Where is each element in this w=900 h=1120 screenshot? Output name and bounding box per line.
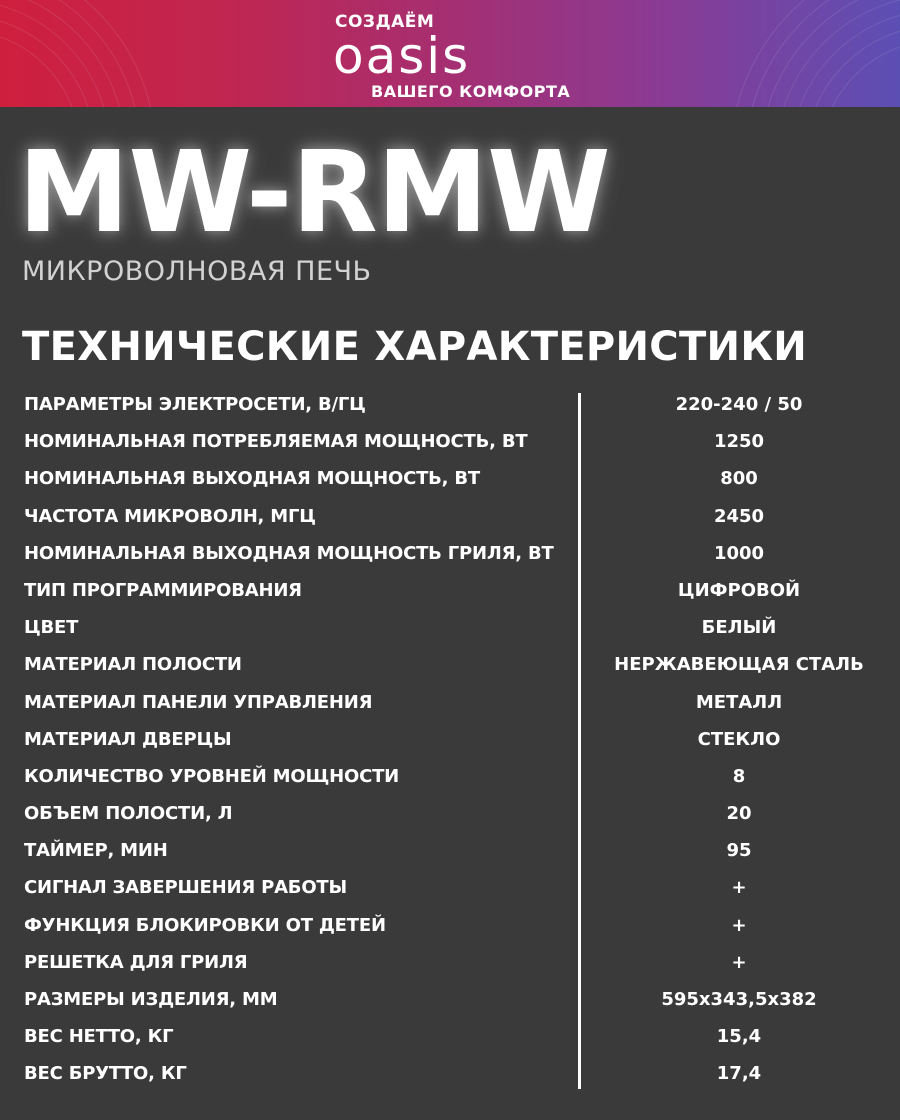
spec-label: ЦВЕТ [24, 617, 79, 639]
spec-label: ЧАСТОТА МИКРОВОЛН, МГЦ [24, 505, 316, 527]
spec-label: НОМИНАЛЬНАЯ ВЫХОДНАЯ МОЩНОСТЬ, ВТ [24, 468, 480, 490]
spec-label: ФУНКЦИЯ БЛОКИРОВКИ ОТ ДЕТЕЙ [24, 914, 386, 936]
spec-value: 17,4 [716, 1063, 762, 1085]
spec-row [0, 758, 900, 795]
spec-label: ПАРАМЕТРЫ ЭЛЕКТРОСЕТИ, В/ГЦ [24, 394, 366, 415]
spec-row [0, 609, 900, 646]
spec-value: БЕЛЫЙ [701, 617, 777, 639]
spec-label: ТИП ПРОГРАММИРОВАНИЯ [24, 579, 302, 601]
spec-value: 95 [726, 840, 752, 862]
spec-row [0, 423, 900, 460]
product-type: МИКРОВОЛНОВАЯ ПЕЧЬ [22, 256, 372, 287]
spec-row [0, 869, 900, 906]
spec-label: МАТЕРИАЛ ПАНЕЛИ УПРАВЛЕНИЯ [24, 691, 373, 713]
spec-label: ТАЙМЕР, МИН [24, 840, 168, 862]
spec-row [0, 832, 900, 869]
spec-row [0, 498, 900, 535]
brand-banner [0, 0, 900, 107]
spec-value: 1000 [713, 542, 765, 564]
spec-row [0, 907, 900, 944]
spec-row [0, 535, 900, 572]
spec-label: НОМИНАЛЬНАЯ ВЫХОДНАЯ МОЩНОСТЬ ГРИЛЯ, ВТ [24, 542, 554, 564]
spec-value: 2450 [713, 505, 765, 527]
spec-value: НЕРЖАВЕЮЩАЯ СТАЛЬ [614, 654, 864, 676]
spec-label: СИГНАЛ ЗАВЕРШЕНИЯ РАБОТЫ [24, 877, 347, 899]
spec-value: 1250 [713, 431, 765, 453]
spec-value: + [731, 914, 747, 936]
spec-row [0, 1018, 900, 1055]
spec-value: 20 [726, 803, 752, 825]
spec-label: ОБЪЕМ ПОЛОСТИ, Л [24, 803, 233, 825]
spec-label: ВЕС БРУТТО, КГ [24, 1063, 187, 1085]
spec-value: 800 [720, 468, 758, 490]
spec-label: РЕШЕТКА ДЛЯ ГРИЛЯ [24, 951, 248, 973]
spec-value: 595x343,5x382 [661, 989, 817, 1010]
brand-logo [335, 8, 575, 103]
spec-label: КОЛИЧЕСТВО УРОВНЕЙ МОЩНОСТИ [24, 765, 400, 787]
logo-wordmark: oasis [333, 27, 471, 85]
spec-label: МАТЕРИАЛ ПОЛОСТИ [24, 654, 242, 676]
spec-value: + [731, 951, 747, 973]
spec-value: 220-240 / 50 [675, 394, 803, 415]
spec-row [0, 646, 900, 683]
logo-tagline-top: СОЗДАЁМ [335, 12, 435, 32]
spec-value: ЦИФРОВОЙ [677, 579, 801, 601]
spec-row [0, 721, 900, 758]
spec-value: + [731, 877, 747, 899]
spec-row [0, 572, 900, 609]
spec-value: МЕТАЛЛ [695, 691, 783, 713]
spec-label: РАЗМЕРЫ ИЗДЕЛИЯ, ММ [24, 989, 278, 1010]
spec-value: 8 [732, 765, 746, 787]
section-title: ТЕХНИЧЕСКИЕ ХАРАКТЕРИСТИКИ [22, 324, 808, 370]
spec-row [0, 1055, 900, 1092]
spec-row [0, 795, 900, 832]
spec-row [0, 386, 900, 423]
spec-label: НОМИНАЛЬНАЯ ПОТРЕБЛЯЕМАЯ МОЩНОСТЬ, ВТ [24, 431, 528, 453]
spec-value: СТЕКЛО [697, 728, 781, 750]
spec-value: 15,4 [716, 1026, 762, 1048]
logo-tagline-bottom: ВАШЕГО КОМФОРТА [371, 82, 571, 101]
spec-row [0, 460, 900, 497]
spec-label: ВЕС НЕТТО, КГ [24, 1026, 174, 1048]
spec-row [0, 944, 900, 981]
spec-row [0, 684, 900, 721]
spec-label: МАТЕРИАЛ ДВЕРЦЫ [24, 728, 232, 750]
spec-row [0, 981, 900, 1018]
model-name: MW-RMW [18, 128, 610, 258]
spec-table [0, 386, 900, 1093]
